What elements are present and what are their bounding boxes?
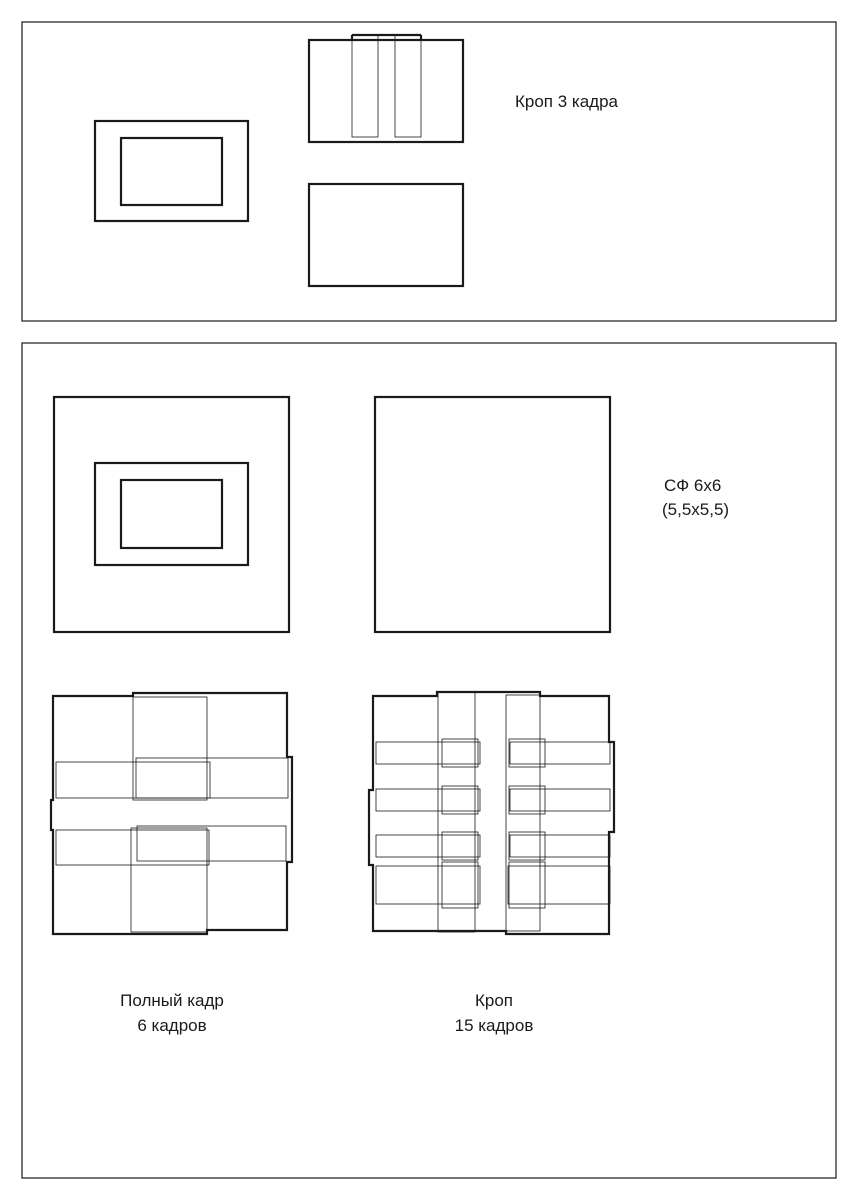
top-panel-label: Кроп 3 кадра xyxy=(515,92,619,111)
format-label-line2: (5,5x5,5) xyxy=(662,500,730,519)
format-label-line1: СФ 6x6 xyxy=(664,476,722,495)
full-frame-caption-line2: 6 кадров xyxy=(137,1016,207,1035)
bottom-panel-border xyxy=(22,343,836,1178)
top-panel-border xyxy=(22,22,836,321)
bottom-panel xyxy=(22,343,836,1178)
crop-caption-line1: Кроп xyxy=(474,991,514,1010)
full-frame-caption-line1: Полный кадр xyxy=(120,991,224,1010)
crop-caption-line2: 15 кадров xyxy=(454,1016,534,1035)
top-panel xyxy=(22,22,836,321)
